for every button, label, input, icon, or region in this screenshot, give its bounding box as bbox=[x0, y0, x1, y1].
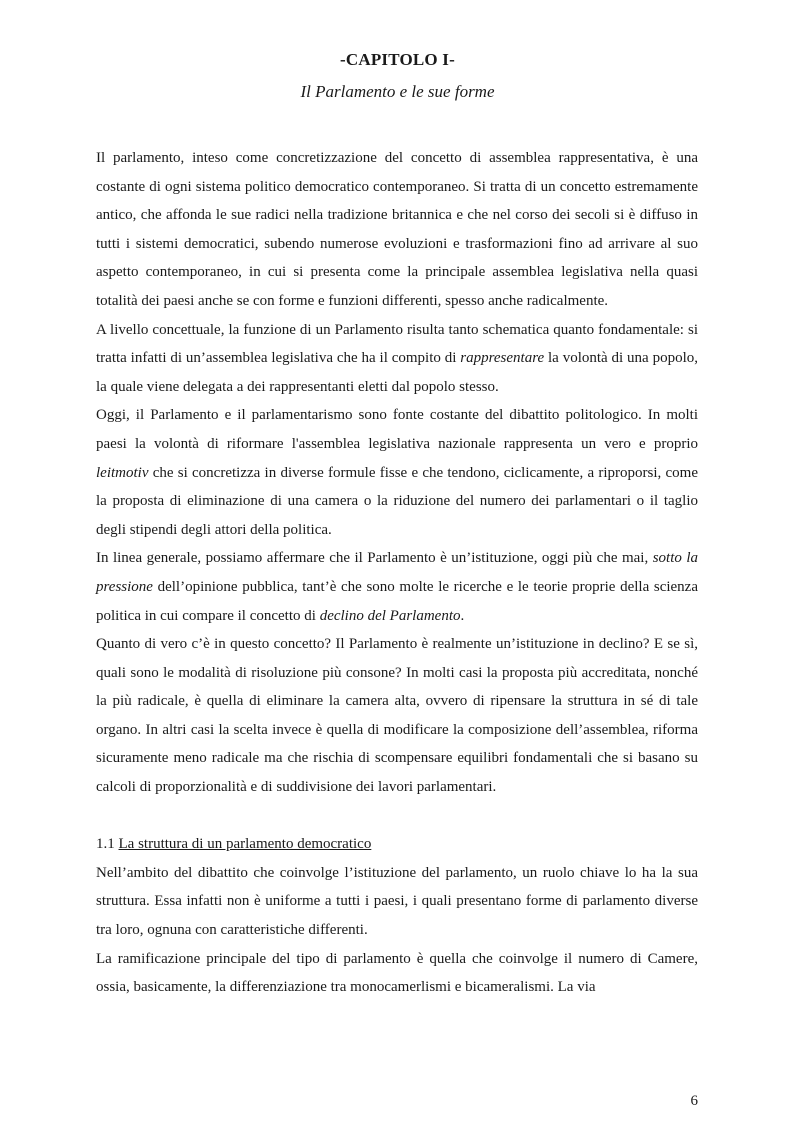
paragraph-text: che si concretizza in diverse formule fisse e che tendono, ciclicamente, a riproporsi, come la proposta di eliminazione di una camera o la riduzione del numero dei parlamentari o il taglio degli stipendi degli attori della politica. bbox=[96, 464, 698, 538]
section-title: La struttura di un parlamento democratico bbox=[118, 836, 372, 853]
body-paragraph bbox=[96, 316, 698, 402]
section-paragraph: Nell’ambito del dibattito che coinvolge l’istituzione del parlamento, un ruolo chiave lo ha la sua struttura. Essa infatti non è uniforme a tutti i paesi, i quali presentano forme di parlamento diverse tra loro, ognuna con caratteristiche differenti. bbox=[96, 864, 698, 939]
paragraph-text: Quanto di vero c’è in questo concetto? Il Parlamento è realmente un’istituzione in declino? E se sì, quali sono le modalità di risoluzione più consone? In molti casi la proposta più accreditata, nonché la più radicale, è quella di eliminare la camera alta, ovvero di ripensare la struttura in sé di tale organo. In altri casi la scelta invece è quella di modificare la composizione dell’assemblea, riforma sicuramente meno radicale ma che rischia di scompensare equilibri fondamentali che si basano su calcoli di proporzionalità e di suddivisione dei lavori parlamentari. bbox=[96, 636, 698, 796]
emphasis-text: leitmotiv bbox=[96, 464, 149, 481]
body-text bbox=[96, 144, 698, 1002]
chapter-subtitle: Il Parlamento e le sue forme bbox=[300, 82, 495, 101]
paragraph-text: . bbox=[460, 607, 465, 624]
body-paragraph bbox=[96, 144, 698, 316]
body-paragraph bbox=[96, 401, 698, 544]
paragraph-text: Oggi, il Parlamento e il parlamentarismo sono fonte costante del dibattito politologico. In molti paesi la volontà di riformare l'assemblea legislativa nazionale rappresenta un vero e proprio bbox=[96, 407, 698, 452]
paragraph-text: In linea generale, possiamo affermare che il Parlamento è un’istituzione, oggi più che mai, bbox=[96, 550, 653, 567]
emphasis-text: sotto la pressione bbox=[96, 550, 698, 595]
paragraph-text: la volontà di una popolo, la quale viene delegata a dei rappresentanti eletti dal popolo stesso. bbox=[96, 350, 698, 395]
body-paragraph bbox=[96, 630, 698, 802]
paragraph-text: Il parlamento, inteso come concretizzazione del concetto di assemblea rappresentativa, è una costante di ogni sistema politico democratico contemporaneo. Si tratta di un concetto estremamente antico, che affonda le sue radici nella tradizione britannica e che nel corso dei secoli si è diffuso in tutti i sistemi democratici, subendo numerose evoluzioni e trasformazioni fino ad arrivare al suo aspetto contemporaneo, in cui si presenta come la principale assemblea legislativa nella quasi totalità dei paesi anche se con forme e funzioni differenti, spesso anche radicalmente. bbox=[96, 150, 698, 309]
intro-paragraphs bbox=[96, 144, 698, 802]
body-paragraph bbox=[96, 544, 698, 630]
page-number: 6 bbox=[690, 1093, 698, 1109]
paragraph-text: dell’opinione pubblica, tant’è che sono molte le ricerche e le teorie proprie della scienza politica in cui compare il concetto di bbox=[96, 578, 698, 624]
section-number: 1.1 bbox=[96, 836, 115, 853]
section-heading bbox=[96, 830, 698, 859]
section-paragraph: La ramificazione principale del tipo di parlamento è quella che coinvolge il numero di Camere, ossia, basicamente, la differenziazione tra monocamerlismi e bicameralismi. La via bbox=[96, 950, 698, 996]
chapter-label: -CAPITOLO I- bbox=[340, 50, 455, 69]
paragraph-text: A livello concettuale, la funzione di un Parlamento risulta tanto schematica quanto fondamentale: si tratta infatti di un’assemblea legislativa che ha il compito di bbox=[96, 321, 698, 367]
emphasis-text: rappresentare bbox=[460, 350, 545, 367]
section-spacer bbox=[96, 802, 698, 831]
emphasis-text: declino del Parlamento bbox=[319, 607, 461, 624]
